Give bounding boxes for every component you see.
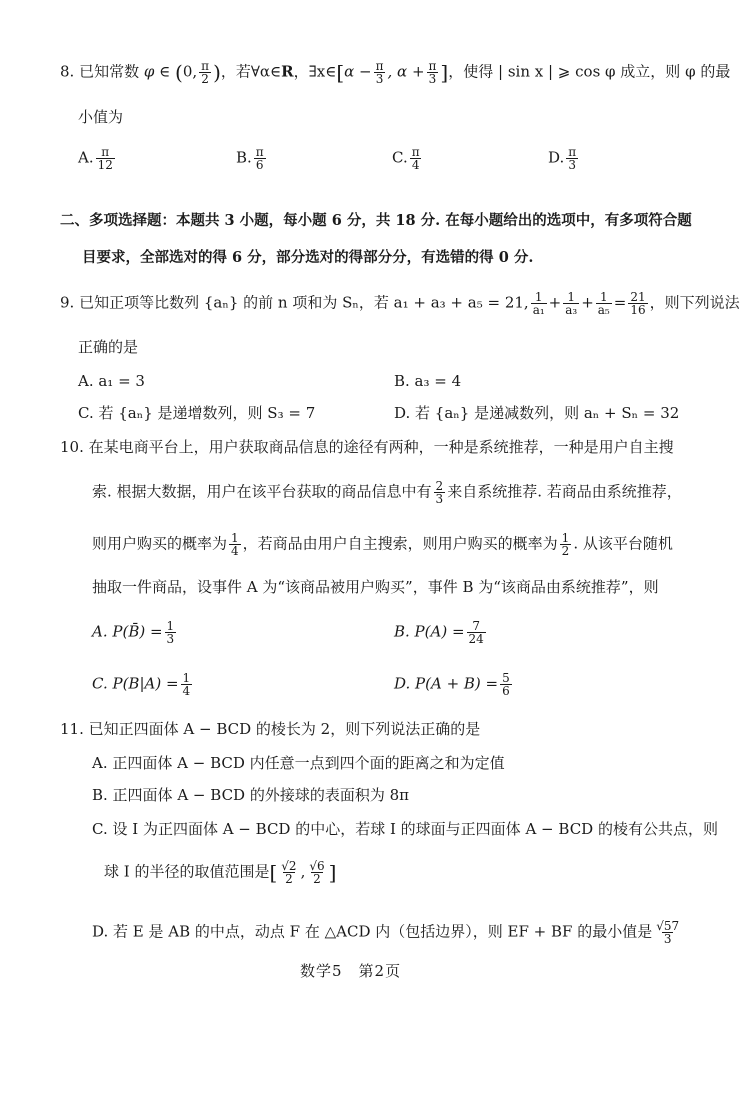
frac-num: π [568,145,577,159]
option-fraction [165,620,177,645]
q8-pi-over-2 [199,60,211,85]
q8-pi-over-3b [427,60,439,85]
frac-num: 1 [166,619,175,633]
option-fraction [410,146,422,171]
q8-text: 已知常数 [79,62,140,81]
q10-text: 索. 根据大数据，用户在该平台获取的商品信息中有 [92,482,432,501]
q11-option-c[interactable]: C. 设 I 为正四面体 A − BCD 的中心，若球 I 的球面与正四面体 A − BCD 的棱有公共点，则 [92,820,718,838]
page-footer: 数学5 第2页 [300,962,402,980]
q9-frac-a1 [531,291,547,316]
frac-num: 1 [534,290,543,304]
frac-num: π [101,145,110,159]
q10-frac-1-2 [560,532,572,557]
bracket-open: [ [269,860,278,885]
q10-frac-2-3 [434,480,446,505]
q11-option-d[interactable] [92,920,683,945]
q10-option-a[interactable] [92,620,178,645]
q10-option-d[interactable] [394,672,514,697]
frac-den: 3 [568,158,577,172]
q10-line1: 10. 在某电商平台上，用户获取商品信息的途径有两种，一种是系统推荐，一种是用户自主搜 [60,438,674,456]
q8-pi-over-3a [374,60,386,85]
option-text: C. P(B|A) = [92,674,179,693]
q9-option-d[interactable]: D. 若 {aₙ} 是递减数列，则 aₙ + Sₙ = 32 [394,404,680,422]
frac-den: 12 [97,158,113,172]
plus-sign: + [581,293,594,312]
frac-den: 2 [285,872,293,886]
option-fraction [96,146,115,171]
frac-num: 1 [567,290,576,304]
q8-alpha-minus: α − [344,62,372,81]
q8-zero: 0, [182,62,198,81]
q8-number: 8. [60,62,75,81]
option-fraction [500,672,512,697]
frac-den: 4 [182,684,191,698]
q8-paren-open: ( [175,60,183,85]
option-fraction [181,672,193,697]
frac-den: 6 [255,158,264,172]
section-heading-line1: 二、多项选择题：本题共 3 小题，每小题 6 分，共 18 分. 在每小题给出的选项中，有多项符合题 [60,212,692,229]
frac-num: 5 [502,671,510,685]
option-fraction [254,146,266,171]
frac-den: a₁ [532,303,545,317]
q9-text: 已知正项等比数列 {aₙ} 的前 n 项和为 Sₙ，若 a₁ + a₃ + a₅ = 21, [79,293,529,312]
q10-line3 [92,532,673,557]
frac-den: a₃ [565,303,578,317]
frac-num: √2 [281,859,297,873]
option-text: D. 若 E 是 AB 的中点，动点 F 在 △ACD 内（包括边界），则 EF + BF 的最小值是 [92,922,653,941]
q11-option-c-line2 [104,860,336,885]
frac-num: 1 [599,290,608,304]
q10-option-b[interactable] [394,620,488,645]
frac-num: 7 [472,619,480,633]
q10-option-c[interactable] [92,672,194,697]
frac-den: a₅ [597,303,610,317]
q9-line1 [60,291,740,316]
frac-num: √6 [309,859,325,873]
q8-alpha-plus: , α + [387,62,425,81]
frac-den: 4 [411,158,420,172]
frac-den: 2 [561,544,570,558]
q10-text: 来自系统推荐. 若商品由系统推荐， [447,482,682,501]
equals-sign: = [613,293,627,312]
option-text: B. P(A) = [394,622,465,641]
frac-num: 1 [561,531,570,545]
frac-num: 1 [231,531,239,545]
frac-sqrt57-over-3 [654,920,681,945]
q8-line2: 小值为 [78,108,124,126]
q8-frac-num: π [375,59,384,73]
q8-frac-num: π [428,59,437,73]
q8-frac-den: 2 [201,72,209,86]
frac-den: 3 [435,492,444,506]
q8-bracket-close: ] [440,60,449,85]
q10-text: . 从该平台随机 [573,534,673,553]
q11-option-a[interactable]: A. 正四面体 A − BCD 内任意一点到四个面的距离之和为定值 [92,754,505,772]
q8-bracket-open: [ [336,60,345,85]
option-text: A. P(B̄) = [92,622,163,641]
section-heading-line2: 目要求，全部选对的得 6 分，部分选对的得部分分，有选错的得 0 分. [82,249,534,266]
q9-option-c[interactable]: C. 若 {aₙ} 是递增数列，则 S₃ = 7 [78,404,316,422]
frac-den: 3 [663,932,672,946]
q8-frac-den: 3 [375,72,384,86]
q9-frac-a5 [596,291,612,316]
q8-option-b[interactable] [236,146,268,171]
q9-frac-a3 [563,291,579,316]
frac-den: 16 [630,303,646,317]
option-label: D. [548,148,565,167]
plus-sign: + [548,293,562,312]
frac-num: 21 [630,290,646,304]
frac-num: 2 [435,479,444,493]
q8-frac-den: 3 [428,72,437,86]
frac-sqrt2-over-2 [279,860,298,885]
q9-frac-21-16 [628,291,647,316]
option-label: C. [392,148,408,167]
q10-frac-1-4 [229,532,241,557]
q8-phi: φ ∈ [143,62,176,81]
comma: , [300,862,306,881]
q9-option-b[interactable]: B. a₃ = 4 [394,372,462,390]
q8-line1 [60,60,730,85]
option-fraction [467,620,486,645]
frac-den: 3 [166,632,175,646]
q10-text: 则用户购买的概率为 [92,534,228,553]
bracket-close: ] [328,860,337,885]
q9-option-a[interactable]: A. a₁ = 3 [78,372,145,390]
option-fraction [566,146,578,171]
frac-num: π [255,145,264,159]
q9-tail: ，则下列说法 [649,293,740,312]
q11-line1: 11. 已知正四面体 A − BCD 的棱长为 2，则下列说法正确的是 [60,720,481,738]
frac-sqrt6-over-2 [307,860,326,885]
q11-text: 球 I 的半径的取值范围是 [104,862,270,881]
frac-num: 1 [182,671,191,685]
q8-exists: ，∃x∈ [293,62,337,81]
q8-paren-close: ) [213,60,221,85]
q10-text: ，若商品由用户自主搜索，则用户购买的概率为 [242,534,558,553]
q8-option-d[interactable] [548,146,580,171]
q9-number: 9. [60,293,75,312]
frac-num: π [411,145,420,159]
q10-line4: 抽取一件商品，设事件 A 为“该商品被用户购买”，事件 B 为“该商品由系统推荐”，则 [92,578,659,596]
frac-den: 4 [231,544,239,558]
q8-option-a[interactable] [78,146,117,171]
q8-option-c[interactable] [392,146,424,171]
q10-line2 [92,480,682,505]
frac-den: 6 [502,684,510,698]
option-label: B. [236,148,252,167]
frac-den: 2 [313,872,321,886]
option-label: A. [78,148,94,167]
q11-option-b[interactable]: B. 正四面体 A − BCD 的外接球的表面积为 8π [92,786,410,804]
q8-frac-num: π [201,59,210,73]
q8-R: R [281,62,294,81]
option-text: D. P(A + B) = [394,674,499,693]
q8-forall: ，若∀α∈ [220,62,282,81]
frac-den: 24 [468,632,484,646]
q9-line2: 正确的是 [78,338,139,356]
q8-tail: ，使得 | sin x | ⩾ cos φ 成立，则 φ 的最 [448,62,731,81]
frac-num: √57 [656,919,680,933]
